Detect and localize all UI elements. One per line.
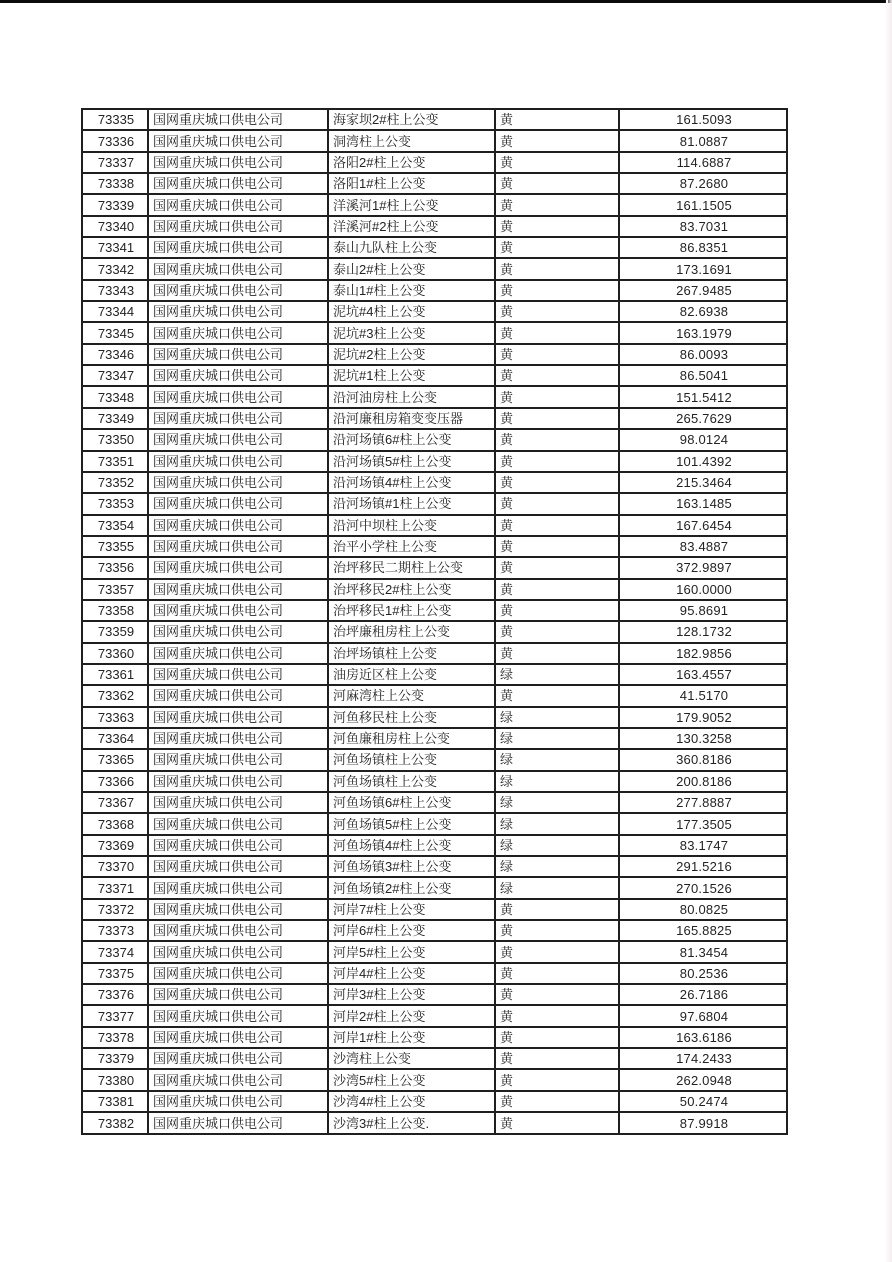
cell-status: 黄 xyxy=(495,984,619,1005)
cell-name: 河鱼场镇2#柱上公变 xyxy=(328,877,495,898)
page-top-rule xyxy=(0,0,886,3)
cell-name: 治坪移民2#柱上公变 xyxy=(328,579,495,600)
cell-company: 国网重庆城口供电公司 xyxy=(148,685,328,706)
cell-status: 黄 xyxy=(495,600,619,621)
cell-name: 河鱼场镇3#柱上公变 xyxy=(328,856,495,877)
cell-id: 73368 xyxy=(82,813,148,834)
table-row xyxy=(82,301,787,322)
cell-company: 国网重庆城口供电公司 xyxy=(148,194,328,215)
cell-name: 河鱼场镇6#柱上公变 xyxy=(328,792,495,813)
table-row xyxy=(82,707,787,728)
cell-value: 98.0124 xyxy=(619,429,787,450)
cell-status: 绿 xyxy=(495,856,619,877)
cell-id: 73379 xyxy=(82,1048,148,1069)
cell-company: 国网重庆城口供电公司 xyxy=(148,1027,328,1048)
cell-company: 国网重庆城口供电公司 xyxy=(148,643,328,664)
cell-value: 114.6887 xyxy=(619,152,787,173)
cell-status: 绿 xyxy=(495,749,619,770)
table-row xyxy=(82,963,787,984)
cell-value: 267.9485 xyxy=(619,280,787,301)
table-row xyxy=(82,216,787,237)
cell-id: 73364 xyxy=(82,728,148,749)
page-corner-mark xyxy=(888,0,892,3)
cell-value: 163.6186 xyxy=(619,1027,787,1048)
cell-id: 73374 xyxy=(82,941,148,962)
table-row xyxy=(82,344,787,365)
cell-value: 130.3258 xyxy=(619,728,787,749)
cell-value: 165.8825 xyxy=(619,920,787,941)
cell-value: 163.4557 xyxy=(619,664,787,685)
cell-value: 83.1747 xyxy=(619,835,787,856)
cell-name: 河鱼场镇5#柱上公变 xyxy=(328,813,495,834)
cell-status: 黄 xyxy=(495,429,619,450)
table-row xyxy=(82,472,787,493)
cell-value: 82.6938 xyxy=(619,301,787,322)
table-row xyxy=(82,792,787,813)
cell-name: 沿河油房柱上公变 xyxy=(328,386,495,407)
cell-status: 黄 xyxy=(495,344,619,365)
cell-company: 国网重庆城口供电公司 xyxy=(148,728,328,749)
table-row xyxy=(82,1048,787,1069)
cell-name: 沙湾5#柱上公变 xyxy=(328,1069,495,1090)
cell-company: 国网重庆城口供电公司 xyxy=(148,1005,328,1026)
cell-status: 黄 xyxy=(495,365,619,386)
cell-status: 黄 xyxy=(495,386,619,407)
cell-id: 73382 xyxy=(82,1112,148,1134)
cell-status: 黄 xyxy=(495,130,619,151)
cell-value: 265.7629 xyxy=(619,408,787,429)
cell-status: 绿 xyxy=(495,813,619,834)
cell-name: 沙湾4#柱上公变 xyxy=(328,1091,495,1112)
cell-value: 87.9918 xyxy=(619,1112,787,1134)
table-row xyxy=(82,856,787,877)
cell-id: 73351 xyxy=(82,451,148,472)
cell-company: 国网重庆城口供电公司 xyxy=(148,472,328,493)
cell-name: 洋溪河#2柱上公变 xyxy=(328,216,495,237)
cell-value: 360.8186 xyxy=(619,749,787,770)
table-row xyxy=(82,771,787,792)
cell-name: 治坪场镇柱上公变 xyxy=(328,643,495,664)
cell-name: 河鱼场镇4#柱上公变 xyxy=(328,835,495,856)
cell-status: 黄 xyxy=(495,173,619,194)
cell-company: 国网重庆城口供电公司 xyxy=(148,1069,328,1090)
cell-name: 河鱼场镇柱上公变 xyxy=(328,749,495,770)
cell-value: 200.8186 xyxy=(619,771,787,792)
cell-company: 国网重庆城口供电公司 xyxy=(148,130,328,151)
table-row xyxy=(82,173,787,194)
cell-status: 黄 xyxy=(495,536,619,557)
table-row xyxy=(82,835,787,856)
cell-company: 国网重庆城口供电公司 xyxy=(148,941,328,962)
cell-company: 国网重庆城口供电公司 xyxy=(148,920,328,941)
page-right-edge-shadow xyxy=(885,0,892,1262)
cell-id: 73340 xyxy=(82,216,148,237)
cell-id: 73343 xyxy=(82,280,148,301)
cell-id: 73375 xyxy=(82,963,148,984)
cell-value: 128.1732 xyxy=(619,621,787,642)
cell-company: 国网重庆城口供电公司 xyxy=(148,1112,328,1134)
cell-company: 国网重庆城口供电公司 xyxy=(148,579,328,600)
cell-status: 黄 xyxy=(495,451,619,472)
cell-name: 洞湾柱上公变 xyxy=(328,130,495,151)
cell-value: 167.6454 xyxy=(619,515,787,536)
cell-company: 国网重庆城口供电公司 xyxy=(148,280,328,301)
table-row xyxy=(82,749,787,770)
cell-value: 80.0825 xyxy=(619,899,787,920)
cell-name: 河岸3#柱上公变 xyxy=(328,984,495,1005)
cell-value: 291.5216 xyxy=(619,856,787,877)
cell-company: 国网重庆城口供电公司 xyxy=(148,216,328,237)
cell-status: 绿 xyxy=(495,664,619,685)
cell-status: 黄 xyxy=(495,1048,619,1069)
cell-name: 治平小学柱上公变 xyxy=(328,536,495,557)
cell-value: 262.0948 xyxy=(619,1069,787,1090)
cell-id: 73357 xyxy=(82,579,148,600)
cell-status: 黄 xyxy=(495,216,619,237)
cell-company: 国网重庆城口供电公司 xyxy=(148,899,328,920)
cell-status: 黄 xyxy=(495,1091,619,1112)
table-row xyxy=(82,813,787,834)
cell-status: 黄 xyxy=(495,301,619,322)
table-row xyxy=(82,621,787,642)
cell-status: 黄 xyxy=(495,643,619,664)
cell-status: 黄 xyxy=(495,963,619,984)
cell-name: 河鱼移民柱上公变 xyxy=(328,707,495,728)
table-row xyxy=(82,322,787,343)
cell-name: 沿河场镇5#柱上公变 xyxy=(328,451,495,472)
table-row xyxy=(82,685,787,706)
cell-name: 油房近区柱上公变 xyxy=(328,664,495,685)
cell-id: 73361 xyxy=(82,664,148,685)
cell-name: 洛阳1#柱上公变 xyxy=(328,173,495,194)
cell-value: 101.4392 xyxy=(619,451,787,472)
table-row xyxy=(82,664,787,685)
cell-name: 泥坑#4柱上公变 xyxy=(328,301,495,322)
table-row xyxy=(82,600,787,621)
table-row xyxy=(82,429,787,450)
table-row xyxy=(82,1112,787,1134)
cell-value: 50.2474 xyxy=(619,1091,787,1112)
cell-id: 73372 xyxy=(82,899,148,920)
cell-name: 河鱼场镇柱上公变 xyxy=(328,771,495,792)
cell-status: 黄 xyxy=(495,1069,619,1090)
cell-value: 86.0093 xyxy=(619,344,787,365)
cell-company: 国网重庆城口供电公司 xyxy=(148,258,328,279)
cell-value: 41.5170 xyxy=(619,685,787,706)
cell-value: 81.0887 xyxy=(619,130,787,151)
cell-name: 沙湾柱上公变 xyxy=(328,1048,495,1069)
cell-company: 国网重庆城口供电公司 xyxy=(148,771,328,792)
cell-company: 国网重庆城口供电公司 xyxy=(148,429,328,450)
cell-value: 163.1485 xyxy=(619,493,787,514)
cell-name: 沿河廉租房箱变变压器 xyxy=(328,408,495,429)
cell-name: 沿河场镇6#柱上公变 xyxy=(328,429,495,450)
cell-company: 国网重庆城口供电公司 xyxy=(148,109,328,130)
cell-company: 国网重庆城口供电公司 xyxy=(148,173,328,194)
cell-id: 73380 xyxy=(82,1069,148,1090)
cell-value: 81.3454 xyxy=(619,941,787,962)
table-row xyxy=(82,451,787,472)
cell-company: 国网重庆城口供电公司 xyxy=(148,621,328,642)
cell-id: 73349 xyxy=(82,408,148,429)
cell-company: 国网重庆城口供电公司 xyxy=(148,322,328,343)
table-row xyxy=(82,365,787,386)
cell-company: 国网重庆城口供电公司 xyxy=(148,515,328,536)
cell-company: 国网重庆城口供电公司 xyxy=(148,856,328,877)
table-row xyxy=(82,557,787,578)
cell-name: 河岸2#柱上公变 xyxy=(328,1005,495,1026)
cell-id: 73350 xyxy=(82,429,148,450)
cell-name: 河岸5#柱上公变 xyxy=(328,941,495,962)
cell-status: 黄 xyxy=(495,258,619,279)
cell-company: 国网重庆城口供电公司 xyxy=(148,813,328,834)
table-row xyxy=(82,1091,787,1112)
cell-value: 179.9052 xyxy=(619,707,787,728)
cell-status: 黄 xyxy=(495,557,619,578)
cell-status: 黄 xyxy=(495,280,619,301)
cell-value: 177.3505 xyxy=(619,813,787,834)
cell-status: 黄 xyxy=(495,941,619,962)
cell-company: 国网重庆城口供电公司 xyxy=(148,451,328,472)
table-row xyxy=(82,984,787,1005)
cell-name: 治坪移民二期柱上公变 xyxy=(328,557,495,578)
cell-id: 73339 xyxy=(82,194,148,215)
cell-name: 河岸7#柱上公变 xyxy=(328,899,495,920)
table-row xyxy=(82,493,787,514)
cell-name: 泰山1#柱上公变 xyxy=(328,280,495,301)
cell-value: 80.2536 xyxy=(619,963,787,984)
table-row xyxy=(82,536,787,557)
cell-company: 国网重庆城口供电公司 xyxy=(148,963,328,984)
cell-value: 215.3464 xyxy=(619,472,787,493)
cell-id: 73342 xyxy=(82,258,148,279)
cell-value: 270.1526 xyxy=(619,877,787,898)
cell-id: 73369 xyxy=(82,835,148,856)
cell-status: 黄 xyxy=(495,579,619,600)
cell-status: 绿 xyxy=(495,835,619,856)
table-row xyxy=(82,1069,787,1090)
cell-name: 泥坑#1柱上公变 xyxy=(328,365,495,386)
cell-id: 73367 xyxy=(82,792,148,813)
cell-status: 黄 xyxy=(495,408,619,429)
table-row xyxy=(82,109,787,130)
table-row xyxy=(82,941,787,962)
cell-id: 73360 xyxy=(82,643,148,664)
cell-id: 73346 xyxy=(82,344,148,365)
cell-name: 沿河场镇#1柱上公变 xyxy=(328,493,495,514)
cell-status: 黄 xyxy=(495,322,619,343)
cell-name: 洛阳2#柱上公变 xyxy=(328,152,495,173)
cell-status: 黄 xyxy=(495,920,619,941)
cell-company: 国网重庆城口供电公司 xyxy=(148,365,328,386)
cell-company: 国网重庆城口供电公司 xyxy=(148,536,328,557)
table-row xyxy=(82,579,787,600)
cell-id: 73337 xyxy=(82,152,148,173)
table-row xyxy=(82,194,787,215)
cell-id: 73348 xyxy=(82,386,148,407)
cell-status: 黄 xyxy=(495,109,619,130)
cell-name: 泰山九队柱上公变 xyxy=(328,237,495,258)
cell-name: 沿河中坝柱上公变 xyxy=(328,515,495,536)
cell-name: 治坪移民1#柱上公变 xyxy=(328,600,495,621)
cell-id: 73371 xyxy=(82,877,148,898)
cell-id: 73381 xyxy=(82,1091,148,1112)
cell-id: 73376 xyxy=(82,984,148,1005)
cell-company: 国网重庆城口供电公司 xyxy=(148,664,328,685)
cell-status: 绿 xyxy=(495,707,619,728)
cell-value: 161.5093 xyxy=(619,109,787,130)
cell-value: 182.9856 xyxy=(619,643,787,664)
cell-status: 黄 xyxy=(495,194,619,215)
cell-company: 国网重庆城口供电公司 xyxy=(148,707,328,728)
table-row xyxy=(82,899,787,920)
cell-value: 277.8887 xyxy=(619,792,787,813)
cell-value: 86.5041 xyxy=(619,365,787,386)
cell-name: 海家坝2#柱上公变 xyxy=(328,109,495,130)
cell-name: 河鱼廉租房柱上公变 xyxy=(328,728,495,749)
cell-id: 73344 xyxy=(82,301,148,322)
table-row xyxy=(82,237,787,258)
cell-value: 26.7186 xyxy=(619,984,787,1005)
cell-company: 国网重庆城口供电公司 xyxy=(148,344,328,365)
cell-id: 73377 xyxy=(82,1005,148,1026)
cell-id: 73355 xyxy=(82,536,148,557)
cell-id: 73362 xyxy=(82,685,148,706)
cell-id: 73373 xyxy=(82,920,148,941)
cell-id: 73363 xyxy=(82,707,148,728)
cell-id: 73335 xyxy=(82,109,148,130)
cell-status: 绿 xyxy=(495,728,619,749)
cell-company: 国网重庆城口供电公司 xyxy=(148,877,328,898)
cell-name: 河麻湾柱上公变 xyxy=(328,685,495,706)
cell-status: 黄 xyxy=(495,1005,619,1026)
table-row xyxy=(82,643,787,664)
cell-id: 73354 xyxy=(82,515,148,536)
cell-id: 73370 xyxy=(82,856,148,877)
cell-status: 黄 xyxy=(495,152,619,173)
cell-id: 73356 xyxy=(82,557,148,578)
table-row xyxy=(82,280,787,301)
cell-status: 绿 xyxy=(495,771,619,792)
cell-value: 163.1979 xyxy=(619,322,787,343)
cell-company: 国网重庆城口供电公司 xyxy=(148,237,328,258)
cell-status: 黄 xyxy=(495,621,619,642)
cell-name: 沿河场镇4#柱上公变 xyxy=(328,472,495,493)
cell-company: 国网重庆城口供电公司 xyxy=(148,493,328,514)
cell-value: 87.2680 xyxy=(619,173,787,194)
cell-name: 治坪廉租房柱上公变 xyxy=(328,621,495,642)
cell-company: 国网重庆城口供电公司 xyxy=(148,1048,328,1069)
cell-id: 73359 xyxy=(82,621,148,642)
cell-id: 73345 xyxy=(82,322,148,343)
cell-company: 国网重庆城口供电公司 xyxy=(148,792,328,813)
cell-value: 97.6804 xyxy=(619,1005,787,1026)
table-row xyxy=(82,408,787,429)
table-row xyxy=(82,1027,787,1048)
cell-status: 黄 xyxy=(495,1112,619,1134)
cell-status: 黄 xyxy=(495,493,619,514)
cell-status: 黄 xyxy=(495,899,619,920)
cell-value: 174.2433 xyxy=(619,1048,787,1069)
cell-name: 泰山2#柱上公变 xyxy=(328,258,495,279)
cell-company: 国网重庆城口供电公司 xyxy=(148,301,328,322)
cell-company: 国网重庆城口供电公司 xyxy=(148,557,328,578)
cell-id: 73358 xyxy=(82,600,148,621)
cell-status: 黄 xyxy=(495,237,619,258)
cell-id: 73378 xyxy=(82,1027,148,1048)
cell-name: 沙湾3#柱上公变. xyxy=(328,1112,495,1134)
cell-value: 95.8691 xyxy=(619,600,787,621)
cell-id: 73338 xyxy=(82,173,148,194)
table-row xyxy=(82,258,787,279)
cell-value: 160.0000 xyxy=(619,579,787,600)
cell-value: 161.1505 xyxy=(619,194,787,215)
table-row xyxy=(82,728,787,749)
cell-id: 73347 xyxy=(82,365,148,386)
cell-name: 河岸1#柱上公变 xyxy=(328,1027,495,1048)
table-row xyxy=(82,1005,787,1026)
cell-company: 国网重庆城口供电公司 xyxy=(148,835,328,856)
cell-name: 泥坑#3柱上公变 xyxy=(328,322,495,343)
cell-value: 372.9897 xyxy=(619,557,787,578)
cell-status: 黄 xyxy=(495,515,619,536)
cell-id: 73352 xyxy=(82,472,148,493)
cell-status: 绿 xyxy=(495,877,619,898)
cell-id: 73341 xyxy=(82,237,148,258)
table-row xyxy=(82,920,787,941)
cell-value: 83.4887 xyxy=(619,536,787,557)
cell-id: 73353 xyxy=(82,493,148,514)
cell-status: 黄 xyxy=(495,1027,619,1048)
cell-id: 73366 xyxy=(82,771,148,792)
cell-company: 国网重庆城口供电公司 xyxy=(148,1091,328,1112)
table-row xyxy=(82,515,787,536)
cell-value: 151.5412 xyxy=(619,386,787,407)
cell-company: 国网重庆城口供电公司 xyxy=(148,600,328,621)
cell-company: 国网重庆城口供电公司 xyxy=(148,408,328,429)
cell-id: 73365 xyxy=(82,749,148,770)
table-row xyxy=(82,130,787,151)
cell-name: 河岸6#柱上公变 xyxy=(328,920,495,941)
cell-name: 河岸4#柱上公变 xyxy=(328,963,495,984)
cell-value: 173.1691 xyxy=(619,258,787,279)
cell-company: 国网重庆城口供电公司 xyxy=(148,749,328,770)
cell-status: 黄 xyxy=(495,685,619,706)
cell-name: 洋溪河1#柱上公变 xyxy=(328,194,495,215)
table-row xyxy=(82,386,787,407)
table-body xyxy=(82,109,787,1134)
cell-company: 国网重庆城口供电公司 xyxy=(148,386,328,407)
transformer-load-table xyxy=(81,108,788,1135)
cell-status: 绿 xyxy=(495,792,619,813)
cell-id: 73336 xyxy=(82,130,148,151)
cell-company: 国网重庆城口供电公司 xyxy=(148,152,328,173)
cell-value: 86.8351 xyxy=(619,237,787,258)
cell-status: 黄 xyxy=(495,472,619,493)
table-row xyxy=(82,877,787,898)
table-row xyxy=(82,152,787,173)
cell-company: 国网重庆城口供电公司 xyxy=(148,984,328,1005)
cell-value: 83.7031 xyxy=(619,216,787,237)
cell-name: 泥坑#2柱上公变 xyxy=(328,344,495,365)
